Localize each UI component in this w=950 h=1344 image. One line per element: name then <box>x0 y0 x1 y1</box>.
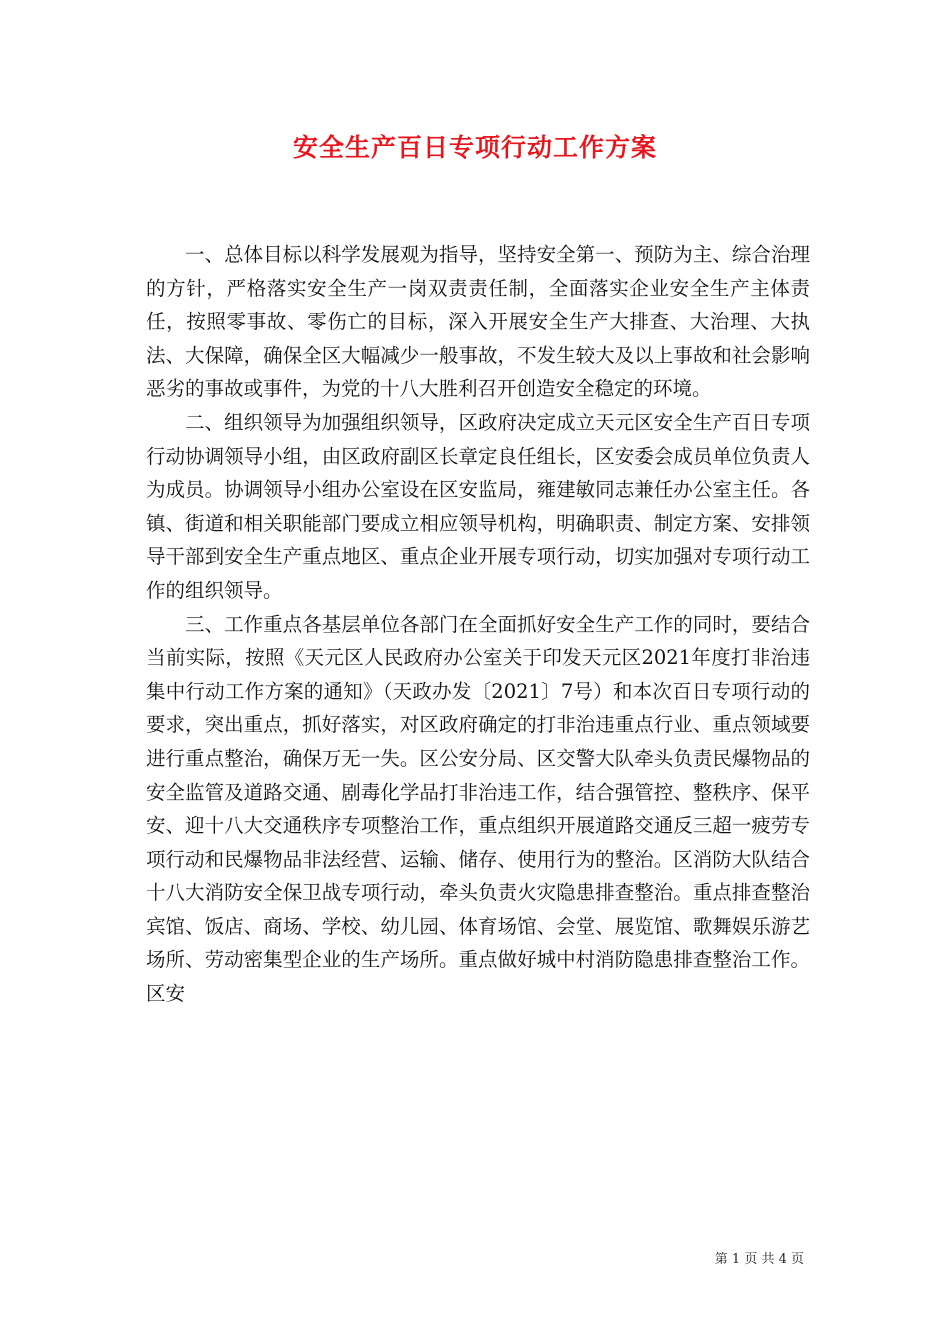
paragraph-overall-goal: 一、总体目标以科学发展观为指导，坚持安全第一、预防为主、综合治理的方针，严格落实安全生产一岗双责责任制，全面落实企业安全生产主体责任，按照零事故、零伤亡的目标，深入开展安全生产大排查、大治理、大执法、大保障，确保全区大幅减少一般事故，不发生较大及以上事故和社会影响恶劣的事故或事件，为党的十八大胜利召开创造安全稳定的环境。 <box>146 243 810 401</box>
document-body <box>146 238 810 1011</box>
document-title: 安全生产百日专项行动工作方案 <box>292 133 657 162</box>
page-number: 第 1 页 共 4 页 <box>714 1252 804 1267</box>
paragraph-organization-leadership: 二、组织领导为加强组织领导，区政府决定成立天元区安全生产百日专项行动协调领导小组，由区政府副区长章定良任组长，区安委会成员单位负责人为成员。协调领导小组办公室设在区安监局，雍建敏同志兼任办公室主任。各镇、街道和相关职能部门要成立相应领导机构，明确职责、制定方案、安排领导干部到安全生产重点地区、重点企业开展专项行动，切实加强对专项行动工作的组织领导。 <box>146 410 810 602</box>
paragraph-work-focus: 三、工作重点各基层单位各部门在全面抓好安全生产工作的同时，要结合当前实际，按照《天元区人民政府办公室关于印发天元区2021年度打非治违集中行动工作方案的通知》（天政办发〔2021〕7号）和本次百日专项行动的要求，突出重点，抓好落实，对区政府确定的打非治违重点行业、重点领域要进行重点整治，确保万无一失。区公安分局、区交警大队牵头负责民爆物品的安全监管及道路交通、剧毒化学品打非治违工作，结合强管控、整秩序、保平安、迎十八大交通秩序专项整治工作，重点组织开展道路交通反三超一疲劳专项行动和民爆物品非法经营、运输、储存、使用行为的整治。区消防大队结合十八大消防安全保卫战专项行动，牵头负责火灾隐患排查整治。重点排查整治宾馆、饭店、商场、学校、幼儿园、体育场馆、会堂、展览馆、歌舞娱乐游艺场所、劳动密集型企业的生产场所。重点做好城中村消防隐患排查整治工作。区安 <box>146 612 810 1006</box>
